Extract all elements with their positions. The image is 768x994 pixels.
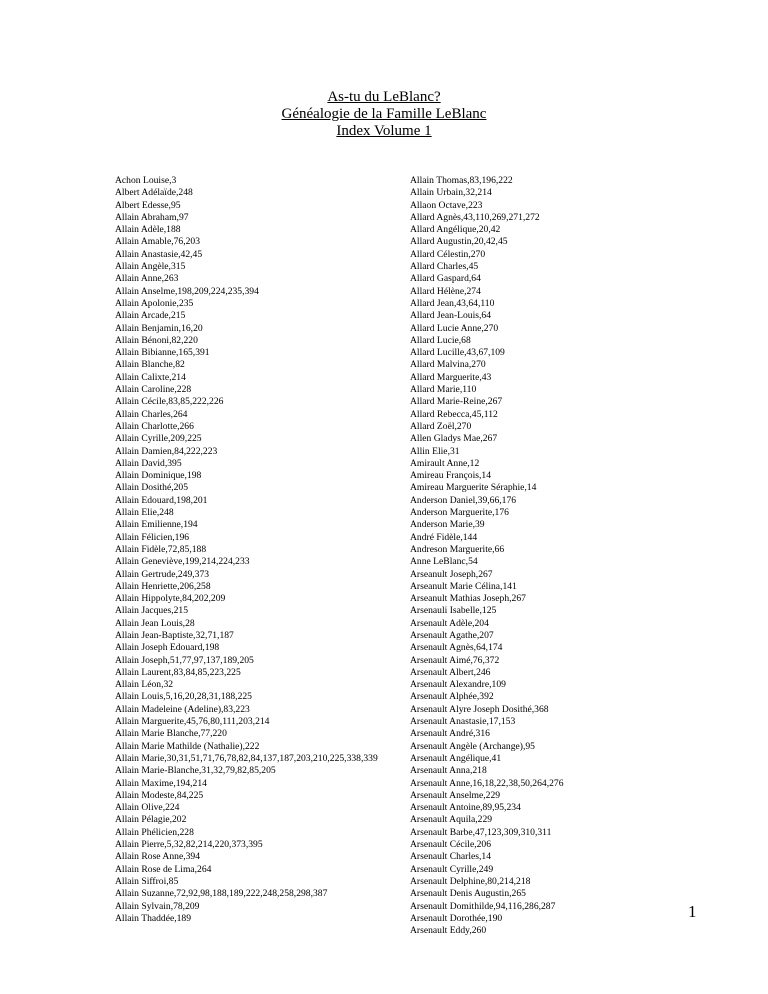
index-entry: Allain Charles,264 (115, 408, 188, 420)
index-entry: Arsenault Alphée,392 (410, 691, 494, 703)
index-entry: Allain Siffroi,85 (115, 875, 179, 887)
index-entry: Allain Fidèle,72,85,188 (115, 543, 207, 555)
index-entry: Arseanult Joseph,267 (410, 568, 493, 580)
index-entry: Allain Bénoni,82,220 (115, 334, 198, 346)
index-entry: Allain Amable,76,203 (115, 236, 200, 248)
index-entry: Allain Edouard,198,201 (115, 494, 208, 506)
index-entry: Allard Charles,45 (410, 261, 479, 273)
index-entry: Allain Angèle,315 (115, 261, 186, 273)
index-entry: Anderson Marguerite,176 (410, 507, 509, 519)
index-entry: Allain Marie Blanche,77,220 (115, 728, 227, 740)
index-entry: Allard Marguerite,43 (410, 371, 492, 383)
index-entry: Arsenault Anna,218 (410, 765, 487, 777)
index-entry: Allain Marie-Blanche,31,32,79,82,85,205 (115, 765, 276, 777)
index-entry: Arsenault Cécile,206 (410, 839, 491, 851)
index-entry: Arsenault Denis Augustin,265 (410, 888, 526, 900)
index-entry: Allain Suzanne,72,92,98,188,189,222,248,258,298,387 (115, 888, 328, 900)
index-entry: Allain Rose Anne,394 (115, 851, 201, 863)
index-entry: Allain Joseph Edouard,198 (115, 642, 220, 654)
index-entry: Allain Marie Mathilde (Nathalie),222 (115, 740, 260, 752)
index-entry: Amireau François,14 (410, 470, 491, 482)
index-entry: Allain Caroline,228 (115, 384, 192, 396)
index-entry: Allain Léon,32 (115, 679, 174, 691)
index-entry: Allard Angélique,20,42 (410, 224, 501, 236)
index-column-right (410, 175, 710, 937)
index-entry: Arsenault Agnès,64,174 (410, 642, 503, 654)
index-entry: Allain Cyrille,209,225 (115, 433, 202, 445)
index-entry: Allain Calixte,214 (115, 371, 186, 383)
index-entry: Allard Malvina,270 (410, 359, 486, 371)
document-title: As-tu du LeBlanc? (327, 89, 441, 105)
index-entry: Allen Gladys Mae,267 (410, 433, 498, 445)
index-entry: Allain Charlotte,266 (115, 420, 194, 432)
index-entry: Allain Geneviève,199,214,224,233 (115, 556, 250, 568)
index-entry: Allain Blanche,82 (115, 359, 185, 371)
index-entry: Arsenault Aquila,229 (410, 814, 493, 826)
index-entry: Allard Agnès,43,110,269,271,272 (410, 211, 540, 223)
index-entry: Allard Hélène,274 (410, 285, 481, 297)
index-entry: Allain David,395 (115, 457, 182, 469)
index-entry: Arsenault Antoine,89,95,234 (410, 802, 521, 814)
index-entry: Allain Urbain,32,214 (410, 187, 492, 199)
page-number: 1 (688, 902, 697, 921)
index-entry: Allain Rose de Lima,264 (115, 863, 212, 875)
index-entry: Arsenault Charles,14 (410, 851, 491, 863)
index-entry: Allain Jacques,215 (115, 605, 189, 617)
index-entry: Arsenault Albert,246 (410, 666, 491, 678)
index-entry: Allain Emilienne,194 (115, 519, 198, 531)
index-entry: Allain Anastasie,42,45 (115, 248, 203, 260)
index-entry: Allain Phélicien,228 (115, 826, 194, 838)
index-entry: Allain Maxime,194,214 (115, 777, 207, 789)
index-entry: Allain Olive,224 (115, 802, 180, 814)
index-entry: Allard Marie-Reine,267 (410, 396, 503, 408)
index-entry: Allain Anselme,198,209,224,235,394 (115, 285, 259, 297)
index-entry: Allain Pierre,5,32,82,214,220,373,395 (115, 839, 263, 851)
index-entry: Allain Joseph,51,77,97,137,189,205 (115, 654, 254, 666)
index-volume-heading: Index Volume 1 (336, 123, 432, 139)
index-entry: Arsenault Alyre Joseph Dosithé,368 (410, 703, 549, 715)
index-entry: Allain Damien,84,222,223 (115, 445, 218, 457)
index-entry: Allain Gertrude,249,373 (115, 568, 210, 580)
index-entry: Arsenault Anselme,229 (410, 789, 501, 801)
index-entry: Allain Dominique,198 (115, 470, 202, 482)
index-entry: Allain Anne,263 (115, 273, 179, 285)
index-entry: Allain Bibianne,165,391 (115, 347, 210, 359)
index-entry: Allain Pélagie,202 (115, 814, 187, 826)
index-entry: Arsenault Anne,16,18,22,38,50,264,276 (410, 777, 564, 789)
index-entry: Allain Jean-Baptiste,32,71,187 (115, 629, 234, 641)
index-entry: Allaon Octave,223 (410, 199, 483, 211)
index-entry: Amirault Anne,12 (410, 457, 480, 469)
index-entry: Allain Modeste,84,225 (115, 789, 204, 801)
index-entry: Allain Abraham,97 (115, 211, 189, 223)
index-entry: Allain Thaddée,189 (115, 912, 192, 924)
index-entry: Allain Cécile,83,85,222,226 (115, 396, 224, 408)
index-entry: Arsenault Domithilde,94,116,286,287 (410, 900, 556, 912)
index-entry: Anderson Marie,39 (410, 519, 485, 531)
index-entry: Arseanult Mathias Joseph,267 (410, 593, 526, 605)
index-entry: Allain Laurent,83,84,85,223,225 (115, 666, 241, 678)
index-entry: Arsenault André,316 (410, 728, 490, 740)
index-entry: Allain Adèle,188 (115, 224, 181, 236)
index-entry: Arsenault Angélique,41 (410, 752, 502, 764)
index-entry: Amireau Marguerite Séraphie,14 (410, 482, 537, 494)
index-entry: Allain Marie,30,31,51,71,76,78,82,84,137,187,203,210,225,338,339 (115, 752, 378, 764)
index-entry: Arsenault Eddy,260 (410, 925, 487, 937)
index-entry: Allain Louis,5,16,20,28,31,188,225 (115, 691, 252, 703)
index-entry: Arseanult Marie Célina,141 (410, 580, 517, 592)
index-entry: Allain Hippolyte,84,202,209 (115, 593, 226, 605)
index-entry: Allain Marguerite,45,76,80,111,203,214 (115, 716, 270, 728)
document-subtitle: Généalogie de la Famille LeBlanc (281, 106, 487, 122)
index-entry: Allard Célestin,270 (410, 248, 486, 260)
index-entry: Arsenault Aimé,76,372 (410, 654, 500, 666)
index-entry: Allain Henriette,206,258 (115, 580, 211, 592)
index-entry: Allard Rebecca,45,112 (410, 408, 498, 420)
index-entry: Allain Dosithé,205 (115, 482, 189, 494)
index-entry: Achon Louise,3 (115, 175, 177, 186)
index-entry: Allard Lucie Anne,270 (410, 322, 499, 334)
index-entry: Allard Jean,43,64,110 (410, 297, 495, 309)
index-entry: Arsenault Alexandre,109 (410, 679, 506, 691)
index-entry: Arsenault Barbe,47,123,309,310,311 (410, 826, 552, 838)
index-entry: André Fidèle,144 (410, 531, 478, 543)
index-entry: Allard Augustin,20,42,45 (410, 236, 508, 248)
index-entry: Allain Madeleine (Adeline),83,223 (115, 703, 250, 715)
index-entry: Albert Adélaïde,248 (115, 187, 193, 199)
index-entry: Allain Félicien,196 (115, 531, 190, 543)
index-entry: Allain Jean Louis,28 (115, 617, 195, 629)
index-entry: Allard Lucille,43,67,109 (410, 347, 505, 359)
index-entry: Anderson Daniel,39,66,176 (410, 494, 517, 506)
index-entry: Arsenault Agathe,207 (410, 629, 494, 641)
index-entry: Arsenault Angèle (Archange),95 (410, 740, 535, 752)
index-entry: Arsenault Adèle,204 (410, 617, 489, 629)
index-entry: Arsenault Anastasie,17,153 (410, 716, 516, 728)
index-entry: Allain Sylvain,78,209 (115, 900, 200, 912)
index-entry: Allain Arcade,215 (115, 310, 186, 322)
index-entry: Arsenault Cyrille,249 (410, 863, 494, 875)
index-entry: Allard Gaspard,64 (410, 273, 481, 285)
index-entry: Allin Elie,31 (410, 445, 460, 457)
index-entry: Albert Edesse,95 (115, 199, 181, 211)
index-entry: Allard Marie,110 (410, 384, 477, 396)
index-entry: Allain Thomas,83,196,222 (410, 175, 513, 186)
index-entry: Arsenauli Isabelle,125 (410, 605, 497, 617)
index-entry: Allain Elie,248 (115, 507, 174, 519)
index-column-left (115, 175, 395, 925)
index-entry: Andreson Marguerite,66 (410, 543, 505, 555)
index-entry: Allard Lucie,68 (410, 334, 471, 346)
index-entry: Allain Benjamin,16,20 (115, 322, 203, 334)
index-entry: Allard Jean-Louis,64 (410, 310, 491, 322)
index-entry: Anne LeBlanc,54 (410, 556, 478, 568)
index-entry: Allard Zoël,270 (410, 420, 472, 432)
index-entry: Arsenault Delphine,80,214,218 (410, 875, 531, 887)
index-entry: Arsenault Dorothée,190 (410, 912, 503, 924)
index-entry: Allain Apolonie,235 (115, 297, 194, 309)
